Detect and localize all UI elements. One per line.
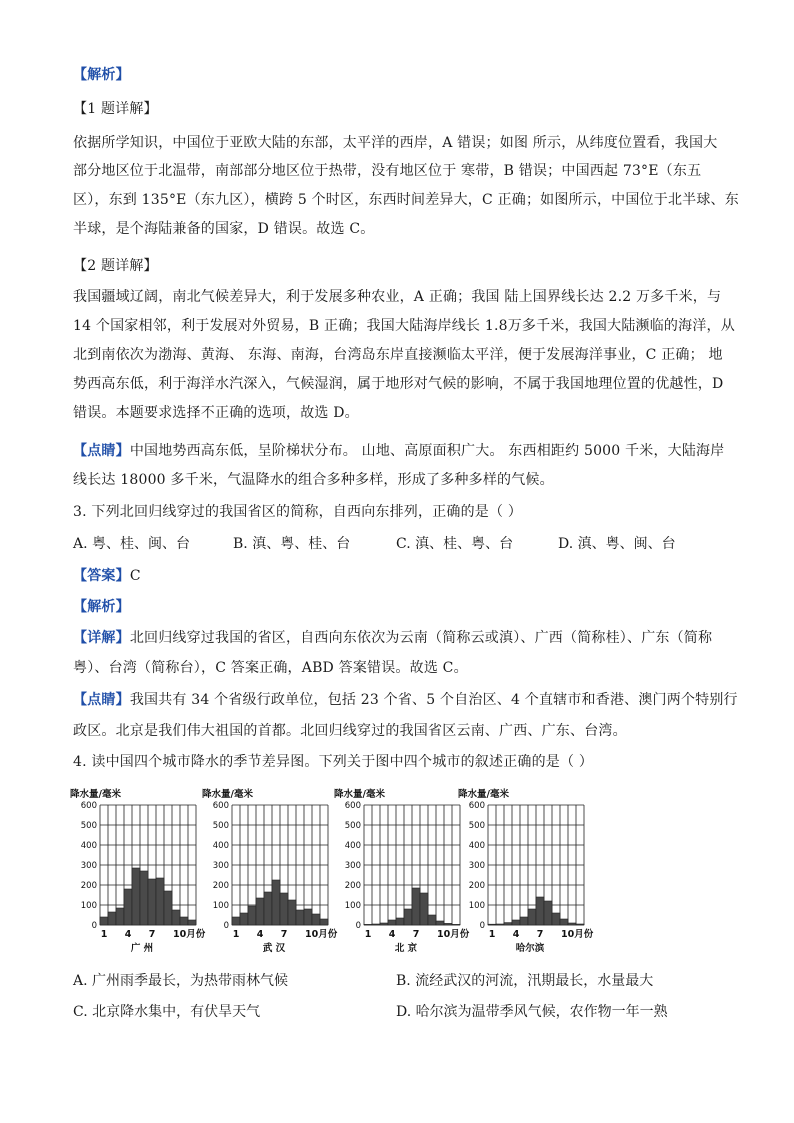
q3-detail-line: 粤）、台湾（简称台），C 答案正确，ABD 答案错误。故选 C。: [73, 660, 468, 676]
tip-text: 我国共有 34 个省级行政单位，包括 23 个省、5 个自治区、4 个直辖市和香港、澳门两个特别行: [129, 692, 738, 708]
x-tick-label: 7: [280, 929, 288, 940]
q1-detail-line: 部分地区位于北温带，南部部分地区位于热带，没有地区位于 寒带，B 错误；中国西起 73°E（东五: [73, 163, 702, 179]
q3-option-b: B. 滇、粤、桂、台: [233, 536, 351, 552]
x-tick-label: 7: [536, 929, 544, 940]
q1-detail-line: 区），东到 135°E（东九区），横跨 5 个时区，东西时间差异大，C 正确；如图所示，中国位于北半球、东: [73, 192, 739, 208]
y-tick-label: 600: [80, 801, 97, 811]
precip-bar: [504, 923, 512, 925]
q1-detail-line: 半球，是个海陆兼备的国家，D 错误。故选 C。: [73, 221, 375, 237]
y-tick-label: 0: [91, 921, 97, 931]
precip-chart-svg: [202, 785, 338, 957]
q2-detail-line: 14 个国家相邻，利于发展对外贸易，B 正确；我国大陆海岸线长 1.8万多千米，我国大陆濒临的海洋，从: [73, 318, 735, 334]
q4-option-a: A. 广州雨季最长，为热带雨林气候: [73, 973, 289, 989]
q2-detail-line: 错误。本题要求选择不正确的选项，故选 D。: [73, 405, 359, 421]
detail-tag: 【详解】: [73, 630, 130, 646]
chart-harbin: [458, 785, 594, 957]
q2-detail-line: 北到南依次为渤海、黄海、 东海、南海，台湾岛东岸直接濒临太平洋，便于发展海洋事业，C 正确； 地: [73, 347, 723, 363]
precip-bar: [240, 913, 248, 925]
tip-tag: 【点睛】: [73, 692, 130, 708]
precip-bar: [280, 893, 288, 925]
precip-bar: [552, 913, 560, 925]
x-tick-label: 10月份: [437, 929, 470, 940]
tip1-line: 线长达 18000 多千米，气温降水的组合多种多样，形成了多种多样的气候。: [73, 472, 554, 488]
x-tick-label: 4: [256, 929, 264, 940]
q3-option-d: D. 滇、粤、闽、台: [558, 536, 676, 552]
precip-bar: [520, 917, 528, 925]
answer-value: C: [129, 568, 141, 584]
precip-bar: [100, 917, 108, 925]
q1-detail-line: 依据所学知识，中国位于亚欧大陆的东部，太平洋的西岸，A 错误；如图 所示，从纬度位置看，我国大: [73, 135, 718, 151]
q4-option-d: D. 哈尔滨为温带季风气候，农作物一年一熟: [396, 1004, 668, 1020]
y-axis-label: 降水量/毫米: [70, 789, 121, 800]
precip-bar: [108, 912, 116, 925]
precip-bar: [528, 909, 536, 925]
precip-bar: [164, 891, 172, 925]
precip-bar: [488, 924, 496, 925]
y-tick-label: 500: [468, 821, 485, 831]
y-tick-label: 600: [212, 801, 229, 811]
q1-detail-heading: 【1 题详解】: [73, 101, 158, 117]
q2-detail-heading: 【2 题详解】: [73, 258, 158, 274]
q3-tip-line: [73, 690, 738, 710]
precip-bar: [544, 901, 552, 925]
q2-detail-line: 势西高东低，利于海洋水汽深入，气候湿润，属于地形对气候的影响，不属于我国地理位置的优越性，D: [73, 376, 724, 392]
q3-analysis-heading: 【解析】: [73, 599, 130, 615]
precip-bar: [304, 909, 312, 925]
precip-bar: [496, 924, 504, 925]
precip-chart-svg: [70, 785, 206, 957]
y-tick-label: 100: [468, 901, 485, 911]
y-tick-label: 300: [468, 861, 485, 871]
precip-bar: [388, 920, 396, 925]
precip-bar: [288, 900, 296, 925]
precip-bar: [256, 898, 264, 925]
q3-detail-line: [73, 628, 723, 648]
y-axis-label: 降水量/毫米: [202, 789, 253, 800]
precip-bar: [264, 892, 272, 925]
y-tick-label: 100: [212, 901, 229, 911]
q4-option-c: C. 北京降水集中，有伏旱天气: [73, 1004, 261, 1020]
x-tick-label: 1: [232, 929, 240, 940]
y-tick-label: 100: [344, 901, 361, 911]
chart-guangzhou: [70, 785, 206, 957]
precip-bar: [568, 923, 576, 925]
y-tick-label: 500: [212, 821, 229, 831]
y-tick-label: 600: [344, 801, 361, 811]
y-tick-label: 400: [212, 841, 229, 851]
precip-bar: [312, 914, 320, 925]
precip-chart-svg: [334, 785, 470, 957]
y-tick-label: 200: [468, 881, 485, 891]
precip-bar: [560, 919, 568, 925]
tip1-line: [73, 441, 723, 461]
q4-stem: 4. 读中国四个城市降水的季节差异图。下列关于图中四个城市的叙述正确的是（ ）: [73, 754, 594, 770]
precip-bar: [124, 889, 132, 925]
y-tick-label: 400: [468, 841, 485, 851]
x-tick-label: 4: [124, 929, 132, 940]
precip-bar: [576, 924, 584, 925]
precip-bar: [396, 918, 404, 925]
precip-bar: [320, 919, 328, 925]
y-tick-label: 0: [355, 921, 361, 931]
y-tick-label: 200: [344, 881, 361, 891]
x-tick-label: 7: [412, 929, 420, 940]
y-tick-label: 300: [212, 861, 229, 871]
precip-bar: [428, 915, 436, 925]
q3-stem: 3. 下列北回归线穿过的我国省区的简称，自西向东排列，正确的是（ ）: [73, 504, 523, 520]
y-tick-label: 100: [80, 901, 97, 911]
y-axis-label: 降水量/毫米: [458, 789, 509, 800]
q4-option-b: B. 流经武汉的河流，汛期最长，水量最大: [396, 973, 654, 989]
precip-bar: [116, 908, 124, 925]
y-tick-label: 500: [80, 821, 97, 831]
x-tick-label: 10月份: [561, 929, 594, 940]
q3-option-a: A. 粤、桂、闽、台: [73, 536, 191, 552]
precip-bar: [380, 923, 388, 925]
precip-bar: [140, 871, 148, 925]
y-tick-label: 0: [479, 921, 485, 931]
x-tick-label: 4: [388, 929, 396, 940]
precip-bar: [232, 917, 240, 925]
tip-tag: 【点睛】: [73, 443, 130, 459]
precip-bar: [536, 897, 544, 925]
precip-bar: [412, 888, 420, 925]
precip-bar: [512, 920, 520, 925]
precip-bar: [148, 879, 156, 925]
q3-option-c: C. 滇、桂、粤、台: [396, 536, 514, 552]
x-tick-label: 1: [488, 929, 496, 940]
y-tick-label: 400: [80, 841, 97, 851]
chart-beijing: [334, 785, 470, 957]
precip-bar: [444, 923, 452, 925]
precip-bar: [420, 893, 428, 925]
tip-text: 中国地势西高东低，呈阶梯状分布。 山地、高原面积广大。 东西相距约 5000 千米，大陆海岸: [129, 443, 725, 459]
y-tick-label: 600: [468, 801, 485, 811]
chart-title: 哈尔滨: [515, 943, 545, 954]
x-tick-label: 10月份: [305, 929, 338, 940]
precip-bar: [436, 921, 444, 925]
precip-bar: [132, 868, 140, 925]
chart-wuhan: [202, 785, 338, 957]
precip-bar: [272, 880, 280, 925]
y-tick-label: 500: [344, 821, 361, 831]
y-tick-label: 400: [344, 841, 361, 851]
precip-bar: [188, 920, 196, 925]
chart-title: 武 汉: [262, 943, 286, 954]
x-tick-label: 1: [100, 929, 108, 940]
x-tick-label: 4: [512, 929, 520, 940]
precip-bar: [296, 910, 304, 925]
y-tick-label: 200: [212, 881, 229, 891]
precip-chart-svg: [458, 785, 594, 957]
precip-bar: [404, 909, 412, 925]
precip-bar: [248, 906, 256, 925]
q3-tip-line: 政区。北京是我们伟大祖国的首都。北回归线穿过的我国省区云南、广西、广东、台湾。: [73, 723, 627, 739]
precip-bar: [364, 924, 372, 925]
y-tick-label: 300: [80, 861, 97, 871]
y-tick-label: 200: [80, 881, 97, 891]
detail-text: 北回归线穿过我国的省区，自西向东依次为云南（简称云或滇）、广西（简称桂）、广东（简称: [129, 630, 713, 646]
x-tick-label: 10月份: [173, 929, 206, 940]
precip-bar: [156, 878, 164, 925]
x-tick-label: 1: [364, 929, 372, 940]
q3-answer-line: [73, 566, 723, 586]
y-tick-label: 0: [223, 921, 229, 931]
precip-bar: [180, 917, 188, 925]
analysis-heading: 【解析】: [73, 67, 130, 83]
x-tick-label: 7: [148, 929, 156, 940]
precip-bar: [172, 910, 180, 925]
y-tick-label: 300: [344, 861, 361, 871]
chart-title: 广 州: [130, 943, 154, 954]
chart-title: 北 京: [394, 943, 418, 954]
answer-tag: 【答案】: [73, 568, 130, 584]
precip-bar: [372, 924, 380, 925]
y-axis-label: 降水量/毫米: [334, 789, 385, 800]
q2-detail-line: 我国疆域辽阔，南北气候差异大，利于发展多种农业，A 正确；我国 陆上国界线长达 2.2 万多千米，与: [73, 289, 722, 305]
